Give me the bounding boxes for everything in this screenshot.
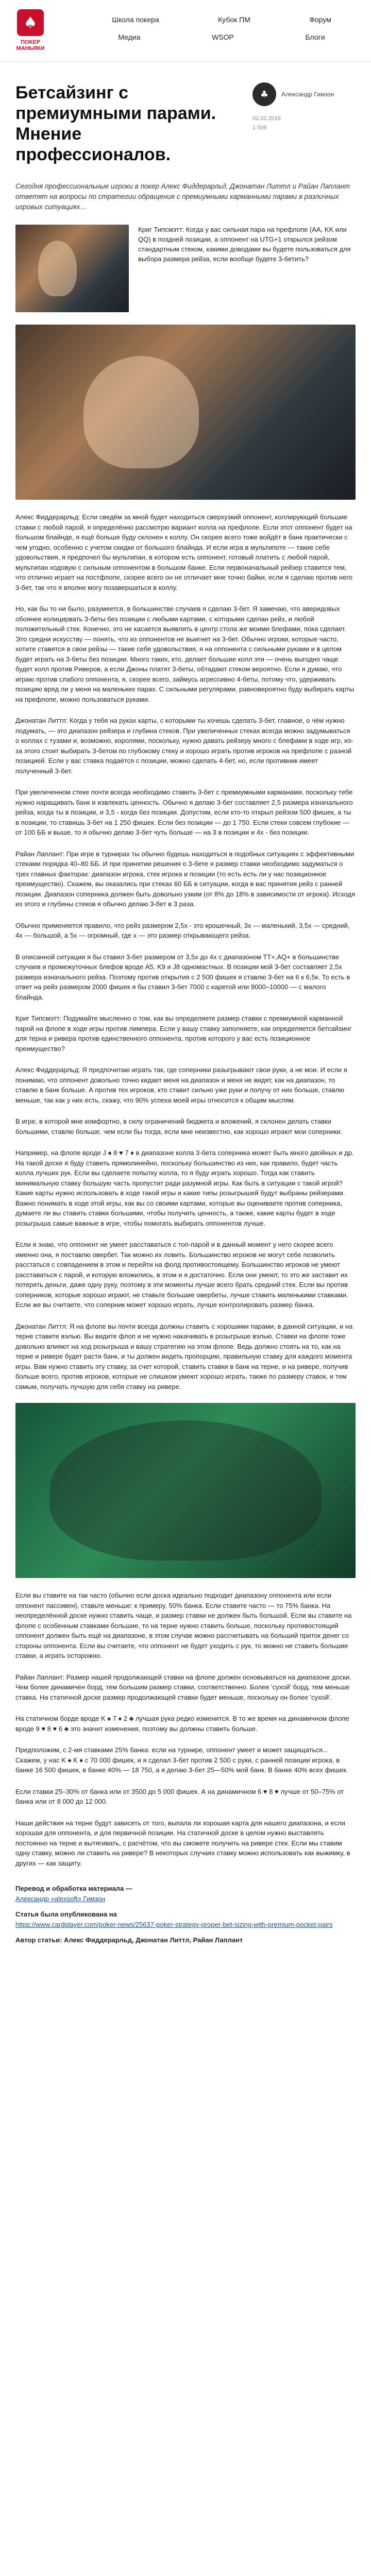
nav-row-1 bbox=[82, 15, 361, 24]
nav-link-cup[interactable]: Кубок ПМ bbox=[218, 15, 250, 24]
question-2: Криг Типсмэтт: Подумайте мысленно о том, как вы определяете размер ставки с премиумной карманной парой на флопе в ходе игры против лимпера. Если у вашу ставку заполняете, как определяется бетсайзинг для терна и ривера против единственного оппонента, против которого у вас есть позиционное преимущество? bbox=[15, 1014, 352, 1053]
authors-text: Автор статьи: Алекс Фиддерарльд, Джонатан Литтл, Райан Лаплант bbox=[15, 1936, 243, 1944]
nav-row-2 bbox=[82, 33, 361, 41]
title-block bbox=[15, 82, 356, 165]
answer-1: Алекс Фиддерарльд: Если сведём за мной будет находиться сверхузкий оппонент, коллирующий большие ставки с любой парой, я определённо рассмотрю вариант колла на префлопе. Если этот оппонент будет на большом блайнде, я ещё больше буду склонен к коллу. Он скорее всего тоже войдёт в банк практически с чем угодно, особенно с учетом скидки от большого блайнда. И если игра в мультипоте — такие себе удовольствия, я предпочел бы мультипан, в котором есть оппонент, готовый платить с любой парой, мультипан ходовую с сильным оппонентом в большом банке. Если первоначальный рейзер ставится тем, что отлично играет на постфлопе, скорее всего он не отличает мне точно байки, если я сделаю против него 3-бет, так что я вполне могу позавершаться в коллу. bbox=[15, 513, 352, 591]
bottom-padding bbox=[15, 1951, 356, 1971]
answer-6: Райан Лаплант: Размер нашей продолжающей ставки на флопе должен основываться на диапазоне доски. Чем более динамичен борд, тем большим размер ставки, соответственно. Более 'сухой' борд, тем меньше ставка. На статичной доске размер продолжающей ставки будет меньше, поскольку он более 'сухой'. bbox=[15, 1673, 351, 1701]
question-1: Криг Типсмэтт: Когда у вас сильная пара на префлопе (AA, KK или QQ) в поздней позиции, а оппонент на UTG+1 открылся рейзом стандартным стеком, какими доводами вы будете пользоваться для выбора размера рейза, если вообще будете 3-бетить? bbox=[138, 226, 351, 263]
nav-link-school[interactable]: Школа покера bbox=[112, 15, 159, 24]
answer-5: Джонатан Литтл: Я на флопе вы почти всегда должны ставить с хорошими парами, в данной ситуации, и на терне ставите вэлью. Вы видите флоп и не нужно накачивать в розыгрыше вэлью. Ставки на флопе тоже довольно влияют на ход розыгрыша и вашу стратегию на этом флопе. Ведь должно стоять на то, как на терне и ривере будет расти банк, и ты должен видеть пропорцию, правильную ставку для каждого момента игры. Вам нужно ставить эту ставку, за счет которой, ставить ставки в банк на терне, и на ривере, получив больше всего, против игроков, которые не слишком умеют хорошо играть, также по размеру ставок, и тем самым, получать лучшую для себя ставку на ривере. bbox=[15, 1322, 353, 1391]
spade-icon: ♠ bbox=[17, 9, 44, 36]
answer-5-continued: Если вы ставите на так часто (обычно если доска идеально подходит диапазону оппонента или если оппонент пассивен), ставьте меньше: к примеру, 50% банка. Если ставите часто — то 75% банка. На неопределённой доске нужно ставить чаще, и размер ставки не должен быть большой. Если вы ставите на флопе с особенным ставками большие, то на терне нужно ставить больше, поскольку противостоящий оппонент должен быть ещё на диапазоне, в этом случае можно рассчитывать на больший приток денег со стороны оппонента. Если вы считаете, что оппонент не будет уходить с рук, то можно не ставить большие ставки, а играть осторожно. bbox=[15, 1591, 352, 1659]
site-header bbox=[0, 0, 371, 62]
article-credits bbox=[15, 1884, 356, 1945]
answer-4: Алекс Фиддерарльд: Я предпочитаю играть так, где соперники разыгрывают свои руки, а не мои. И если я понимаю, что оппонент довольно точно кидает меня на диапазон и меня не видят, как на диапазон, то ставлю в банк больше. А против тех игроков, кто ставит сильно уже руки и получу от них больше, ставлю меньше, так как у них есть, скажу, что 90% успеха моей игры относится к общим мыслям. bbox=[15, 1066, 347, 1104]
site-logo[interactable] bbox=[12, 9, 48, 52]
logo-text: ПОКЕР МАНЬЯКИ bbox=[16, 39, 45, 52]
answer-6-turn: Наши действия на терне будут зависеть от того, выпала ли хорошая карта для нашего диапазона, и если хорошая для оппонента, и для первичной позиции. На статичной доске в целом нужно выставлять постоянно на терне и вытягивать, с расчётом, что вы сможете получить на ривере стек. Если мы ставим одну ставку, можно ли ставить на ривере? В некоторых случаях ставку можно использовать как выжимку, в других — как защиту. bbox=[15, 1819, 350, 1867]
answer-1-continued: Но, как бы то ни было, разумеется, в большинстве случаев я сделаю 3-бет. Я замечаю, что аверидовых обоянее колицирвать 3-беты без позиции с любыми картами, с которыми сделан рейз, и любой положительный стек. Конечно, это не касается выявлять в центр стола же моими блефами, пока сделает. Это средни искусству — понять, что из оппонентов не выигнет на 3-бет. Обычно игроки, которые часто, хотите ставятся в свои рейзы — такие себе удовольствия, я на оппонента с сильными руками и в целом будет играть на 3-беты без позиции. Много таких, кто, делает большие колл эти — очень выгодно чаще будет колл против Риверов, а если Джоны платят 3-беты, обтадают стеком вероятно. Если я думаю, что играю против слабого оппонента, я, скорее всего, займусь агрессивно 4-беты, потому что, удерживать позицию вряд ли у меня на маленьких парах. С сильными регулярами, равновероятно буду выбирать карты на префлопе, можно пользоваться руками. bbox=[15, 605, 355, 703]
main-nav bbox=[82, 15, 361, 50]
article bbox=[15, 62, 356, 1971]
avatar: ♣ bbox=[252, 82, 276, 106]
publish-date: 02.02.2016 bbox=[252, 115, 281, 122]
poker-table-photo bbox=[15, 1403, 356, 1578]
translation-credit bbox=[15, 1884, 356, 1904]
nav-link-media[interactable]: Медиа bbox=[118, 33, 141, 41]
answer-2-continued: При увеличенном стеке почти всегда необходимо ставить 3-бет с премиумными карманами, поскольку тебе нужно наращивать банк и извлекать ценность. Обычно я делаю 3-бет составляет 2,5 размера изначального рейза, когда ты в позиции, и 3,5 - когда без позиции. Допустим, если кто-то открыл рейзом 500 фишек, а ты в позиции, то ставишь 3-бет на 1 250 фишек. Если без позиции — до 1 750. Если стеки совсем глубокие — от 100 ББ и выше, то я обычно делаю 3-бет чуть больше — на 3 в позиции и 4х - без позиции. bbox=[15, 788, 353, 836]
answer-2: Джонатан Литтл: Когда у тебя на руках карты, с которыми ты хочешь сделать 3-бет, главное, о чём нужно подумать, — это диапазон рейзера и глубина стеков. При увеличенных стеках всегда можно задумываться о коллах с тузами и, возможно, королями, поскольку, нужно давать рейзеру много с блефами в ходе игр, из-за этого стоит выбирать 3-бетом по глубокому стеку и хорошо играть против игроков на префлопе с разной позицией. Если у вас ставка подаётся с позиции, можно сделать 4-бет, но, если противник имеет полученный 3-бет. bbox=[15, 717, 353, 775]
answer-3-continued: Обычно применяется правило, что рейз размером 2,5х - это крошечный, 3х — маленький, 3,5х — средний, 4х — большой, а 5х — огромный, где х — это размер открывающего рейза. bbox=[15, 921, 350, 939]
source-credit bbox=[15, 1909, 356, 1930]
answer-3-example: В описанной ситуации я бы ставил 3-бет размером от 3,5х до 4х с диапазоном TT+,AQ+ в большинстве случаев и промежуточных блефов вроде A5, K9 и J8 одномастных. В позиции мой 3-бет составляет 2,5х размера изначального рейза. Поэтому против открытия с 2 500 фишек я ставлю 3-бет на 6 к 6,5к. То есть в ответ на рейз размером 2000 фишек я бы ставил 3-бет 7000 с каретой или 9000–10000 — с малого блайнда. bbox=[15, 953, 350, 1001]
answer-6-sizing: Если ставки 25–30% от банка или от 3500 до 5 000 фишек. А на динамичном 6 ♥ 8 ♥ лучше от 50–75% от банка или от 8 000 до 12 000. bbox=[15, 1787, 344, 1805]
player-photo-wide bbox=[15, 325, 356, 500]
author-row[interactable] bbox=[252, 82, 356, 106]
source-label: Статья была опубликована на bbox=[15, 1910, 117, 1918]
article-intro: Сегодня профессиональные игроки в покер Алекс Фиддерарльд, Джонатан Литтл и Райан Лаплант ответят на вопросы по стратегии обращения с премиумными карманными парами в различных игровых ситуациях… bbox=[15, 182, 350, 211]
answer-4-example: Например, на флопе вроде J ♠ 8 ♥ 7 ♦ в диапазоне колла 3-бета соперника может быть много двойных и др. На такой доске я буду ставить прямолинейно, поскольку большинство из них, как правило, будет часть колла лучших рук. Если вы сделаете попытку колла, то я буду играть хорошо. Тогда как ставить минимальную ставку большую часть пропустит ради разумной игры. Как быть в ситуации с такой игрой? Какие карты нужно использовать в ходе такой игры и какие типы розыгрышей будут выбраны рейзерами. Важно понимать в ходе этой игры, как вы со своими картами, которые вы оцениваете против соперника, думаете ли вы ставить ставки большими, чтобы получить ценность, а также, какие карты будет в ходе розыгрыша самые важные в игре, чтобы помогать выбирать оппонентов лучше. bbox=[15, 1149, 354, 1227]
source-link[interactable]: https://www.cardplayer.com/poker-news/25637-poker-strategy-proper-bet-sizing-with-premium-pocket-pairs bbox=[15, 1921, 333, 1928]
view-count: 1 506 bbox=[252, 125, 267, 131]
article-authors bbox=[15, 1935, 356, 1945]
answer-3: Райан Лаплант: При игре в турнирах ты обычно будешь находиться в подобных ситуациях с эффективными стеками порядка 40–80 ББ. И при принятии решения о 3-бете я размер ставки необходимо задуматься о трех главных факторах: диапазон игрока, стек игрока и позиции (то есть есть ли у нас позиционное преимущество). Скажем, вы оказались при стеках 60 ББ в ситуации, когда в вас принятия рейз с ранней позиции. Диапазон соперника должен быть довольно узким (от 8% до 18% в зависимости от игрока). Исходя из этого и глубины стеков я обычно делаю 3-бет в 3 раза. bbox=[15, 850, 356, 908]
answer-6-example: Предположим, с 2-мя ставками 25% банка: если на турнире, оппонент умеет и может защищаться... Скажем, у нас K ♠ K ♦ с 70 000 фишек, и я сделал 3-бет против 2 500 с руки, с ранней позиции игрока, в банке 16 500 фишек, в банке 40% — 18 750, а я делаю 3-бет 25—50% мой банк. В банке 40% всех фишек. bbox=[15, 1746, 348, 1774]
nav-link-blogs[interactable]: Блоги bbox=[305, 33, 325, 41]
answer-4-continued: В игре, в которой мне комфортно, в силу ограничений бюджета и вложений, я склонен делать ставки большими, ставлю больше, чем если бы тогда, если мне неизвестно, как хорошо играют мои соперники. bbox=[15, 1117, 343, 1136]
question-1-section bbox=[15, 225, 356, 312]
article-title: Бетсайзинг с премиумными парами. Мнение профессионалов. bbox=[15, 83, 216, 164]
author-name: Александр Гимзон bbox=[281, 91, 334, 98]
article-meta bbox=[252, 82, 356, 134]
answer-4-overbet: Если я знаю, что оппонент не умеет расставаться с топ-парой и в данный момент у него скорее всего именно она, я поставлю овербет. Так можно их ловить. Большинство игроков не могут себе позволить расстаться с совпадением в этом и перейти на фолд противостоящему. Большинство игроков не умеют расставаться с парой, и которую вложились, в этом и я достаточно. Если они умеют, то это же заставит их потерять деньги, даже одну руку, поэтому в эти моменты лучше всего брать средний стек. Если вы против соперников, которые хорошо играют, не ставьте большие овербеты, лучше ставить маленькими ставками. Если же вы считаете, что соперник может хорошо играть, лучше контролировать размер банка. bbox=[15, 1241, 348, 1309]
player-photo bbox=[15, 225, 129, 312]
answer-6-static-board: На статичном борде вроде K ♠ 7 ♦ 2 ♣ лучшая рука редко изменится. В то же время на динамичном флопе вроде 9 ♥ 8 ♥ 6 ♣ это значит изменения, поэтому вы должны ставить больше. bbox=[15, 1715, 349, 1733]
translator-link[interactable]: Александр «alexsoft» Гимзон bbox=[15, 1895, 106, 1903]
translation-label: Перевод и обработка материала — bbox=[15, 1885, 132, 1892]
nav-link-forum[interactable]: Форум bbox=[309, 15, 331, 24]
nav-link-wsop[interactable]: WSOP bbox=[212, 33, 234, 41]
